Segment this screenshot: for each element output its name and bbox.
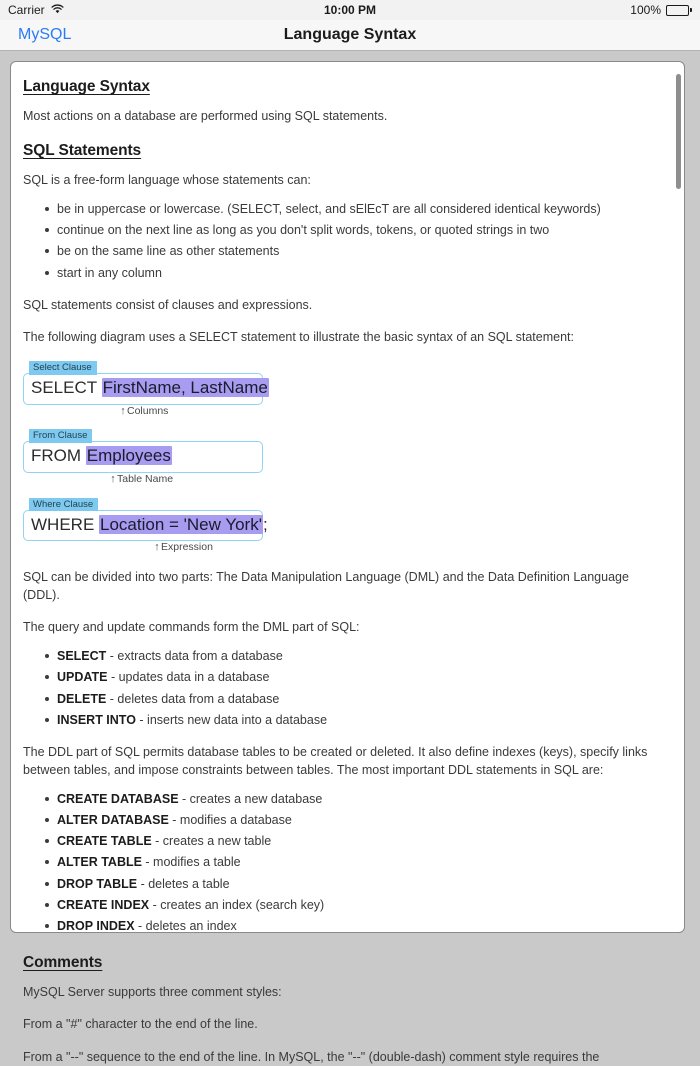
list-item	[57, 896, 664, 914]
list-item	[57, 690, 664, 708]
select-annotation-label: Columns	[127, 404, 169, 417]
paragraph-comment-style-hash: From a "#" character to the end of the line.	[23, 1017, 258, 1032]
paragraph-comment-style-dash-clipped: From a "--" sequence to the end of the line. In MySQL, the "--" (double-dash) comment style requires the	[23, 1049, 600, 1064]
list-item	[57, 668, 664, 686]
select-keyword: SELECT	[31, 378, 102, 398]
ddl-command: CREATE TABLE	[57, 834, 152, 849]
list-item: be in uppercase or lowercase. (SELECT, select, and sElEcT are all considered identical keywords)	[57, 200, 664, 218]
up-arrow-icon: ↑	[110, 473, 116, 486]
status-bar-right	[630, 3, 692, 17]
dml-description: - inserts new data into a database	[135, 712, 328, 727]
dml-description: - extracts data from a database	[106, 649, 283, 664]
from-clause-box	[23, 441, 263, 473]
navigation-bar	[0, 20, 700, 51]
ddl-command: DROP INDEX	[57, 918, 135, 933]
battery-percent-label: 100%	[630, 3, 661, 17]
paragraph-dml-lead: The query and update commands form the DML part of SQL:	[23, 620, 360, 635]
paragraph-diagram-lead: The following diagram uses a SELECT statement to illustrate the basic syntax of an SQL statement:	[23, 329, 574, 344]
carrier-label: Carrier	[8, 3, 45, 17]
from-keyword: FROM	[31, 446, 86, 466]
where-trailing-semicolon: ;	[262, 514, 268, 534]
page-title: Language Syntax	[283, 26, 417, 43]
where-annotation	[23, 542, 664, 554]
ddl-description: - deletes a table	[137, 876, 230, 891]
paragraph-divided: SQL can be divided into two parts: The Data Manipulation Language (DML) and the Data Definition Language (DDL).	[23, 569, 629, 602]
list-item	[57, 917, 664, 935]
status-bar-clock: 10:00 PM	[323, 3, 377, 17]
select-clause-tag: Select Clause	[29, 361, 97, 375]
where-annotation-label: Expression	[161, 541, 213, 554]
paragraph-intro: Most actions on a database are performed using SQL statements.	[23, 109, 388, 124]
list-freeform-rules	[23, 200, 664, 282]
ddl-description: - modifies a table	[141, 855, 241, 870]
ddl-command: CREATE INDEX	[57, 897, 150, 912]
status-bar	[0, 0, 700, 20]
where-expression-highlight: Location = 'New York'	[100, 514, 262, 534]
list-item: continue on the next line as long as you don't split words, tokens, or quoted strings in two	[57, 221, 664, 239]
dml-description: - deletes data from a database	[106, 691, 280, 706]
status-bar-left	[8, 3, 64, 17]
where-clause-box	[23, 510, 268, 542]
list-item: be on the same line as other statements	[57, 242, 664, 260]
ddl-command: DROP TABLE	[57, 876, 138, 891]
paragraph-freeform-lead: SQL is a free-form language whose statements can:	[23, 173, 311, 188]
up-arrow-icon: ↑	[120, 404, 126, 417]
ddl-description: - creates a new database	[178, 792, 323, 806]
ddl-command: ALTER DATABASE	[57, 813, 169, 828]
from-annotation	[23, 474, 664, 486]
scrollbar-track[interactable]	[676, 74, 681, 930]
list-item	[57, 647, 664, 665]
wifi-icon	[51, 3, 64, 17]
list-dml-commands	[23, 647, 664, 729]
heading-language-syntax: Language Syntax	[23, 78, 150, 95]
sql-syntax-diagram	[23, 357, 664, 554]
list-item	[57, 811, 664, 829]
list-ddl-commands	[23, 790, 664, 935]
select-clause-block	[23, 357, 664, 417]
ddl-description: - modifies a database	[168, 813, 292, 828]
heading-sql-statements: SQL Statements	[23, 141, 142, 159]
from-clause-tag: From Clause	[29, 429, 92, 443]
ddl-command: CREATE DATABASE	[57, 792, 179, 806]
list-item: start in any column	[57, 264, 664, 282]
list-item	[57, 853, 664, 871]
dml-command: INSERT INTO	[57, 712, 136, 727]
where-clause-block	[23, 494, 664, 554]
ddl-description: - deletes an index	[134, 918, 237, 933]
paragraph-comments-lead: MySQL Server supports three comment styles:	[23, 985, 282, 1000]
ddl-description: - creates a new table	[151, 834, 272, 849]
battery-full-icon	[666, 5, 692, 16]
document-page	[10, 61, 685, 1064]
up-arrow-icon: ↑	[154, 541, 160, 554]
paragraph-clauses-note: SQL statements consist of clauses and expressions.	[23, 297, 313, 312]
select-clause-box	[23, 373, 268, 405]
ddl-command: ALTER TABLE	[57, 855, 142, 870]
list-item	[57, 832, 664, 850]
dml-command: SELECT	[57, 649, 107, 664]
list-item	[57, 790, 664, 808]
from-annotation-label: Table Name	[117, 473, 174, 486]
where-clause-tag: Where Clause	[29, 498, 98, 512]
heading-comments: Comments	[23, 953, 103, 971]
where-keyword: WHERE	[31, 514, 99, 534]
dml-description: - updates data in a database	[107, 670, 270, 685]
document-body	[23, 76, 664, 1064]
dml-command: DELETE	[57, 691, 107, 706]
scrollbar-thumb[interactable]	[676, 74, 681, 189]
paragraph-ddl: The DDL part of SQL permits database tables to be created or deleted. It also define indexes (keys), specify links between tables, and impose constraints between tables. The most important DDL statements in SQL are:	[23, 744, 648, 777]
back-button-mysql[interactable]: MySQL	[18, 26, 72, 43]
web-view[interactable]	[0, 51, 700, 1064]
from-table-highlight: Employees	[86, 446, 171, 466]
list-item	[57, 711, 664, 729]
select-columns-highlight: FirstName, LastName	[102, 378, 268, 398]
dml-command: UPDATE	[57, 670, 108, 685]
select-annotation	[23, 406, 664, 418]
from-clause-block	[23, 425, 664, 485]
ddl-description: - creates an index (search key)	[149, 897, 325, 912]
list-item	[57, 875, 664, 893]
